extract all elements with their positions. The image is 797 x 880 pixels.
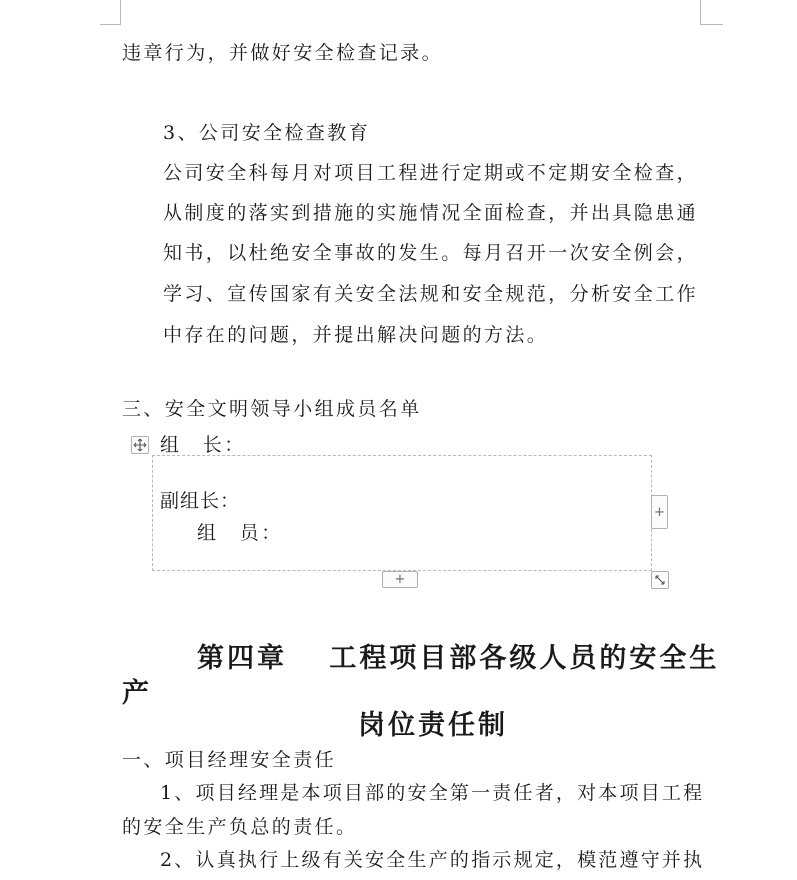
deputy-label: 副组长： [160, 490, 241, 512]
table-move-handle[interactable] [131, 436, 149, 454]
part-heading: 三、安全文明领导小组成员名单 [122, 398, 422, 420]
move-icon [133, 438, 147, 452]
paragraph-line: 知书，以杜绝安全事故的发生。每月召开一次安全例会， [163, 242, 699, 264]
paragraph-line: 公司安全科每月对项目工程进行定期或不定期安全检查， [163, 162, 699, 184]
section-heading: 3、公司安全检查教育 [163, 122, 371, 144]
crop-mark-left [100, 0, 121, 25]
table-resize-handle[interactable] [651, 571, 669, 589]
paragraph-line: 从制度的落实到措施的实施情况全面检查，并出具隐患通 [163, 202, 699, 224]
plus-icon: + [394, 572, 406, 587]
resize-diagonal-icon [654, 574, 666, 586]
chapter-title-wrap: 产 [122, 678, 152, 709]
paragraph-line: 学习、宣传国家有关安全法规和安全规范，分析安全工作 [163, 283, 699, 305]
member-label: 组 员： [197, 522, 283, 544]
add-column-button[interactable] [651, 495, 668, 529]
paragraph-line: 违章行为，并做好安全检查记录。 [122, 42, 444, 64]
crop-mark-right [700, 0, 723, 25]
paragraph-line: 1、项目经理是本项目部的安全第一责任者，对本项目工程 [160, 782, 705, 804]
chapter-subtitle: 岗位责任制 [358, 710, 508, 741]
add-row-button[interactable] [382, 571, 418, 588]
sub-heading: 一、项目经理安全责任 [122, 749, 337, 771]
paragraph-line: 2、认真执行上级有关安全生产的指示规定，模范遵守并执 [160, 849, 705, 871]
leader-label: 组 长： [160, 434, 246, 456]
paragraph-line: 中存在的问题，并提出解决问题的方法。 [163, 324, 549, 346]
plus-icon: + [654, 504, 665, 520]
chapter-title: 第四章 工程项目部各级人员的安全生 [197, 643, 720, 674]
member-table[interactable] [152, 455, 652, 571]
paragraph-line: 的安全生产负总的责任。 [122, 816, 358, 838]
